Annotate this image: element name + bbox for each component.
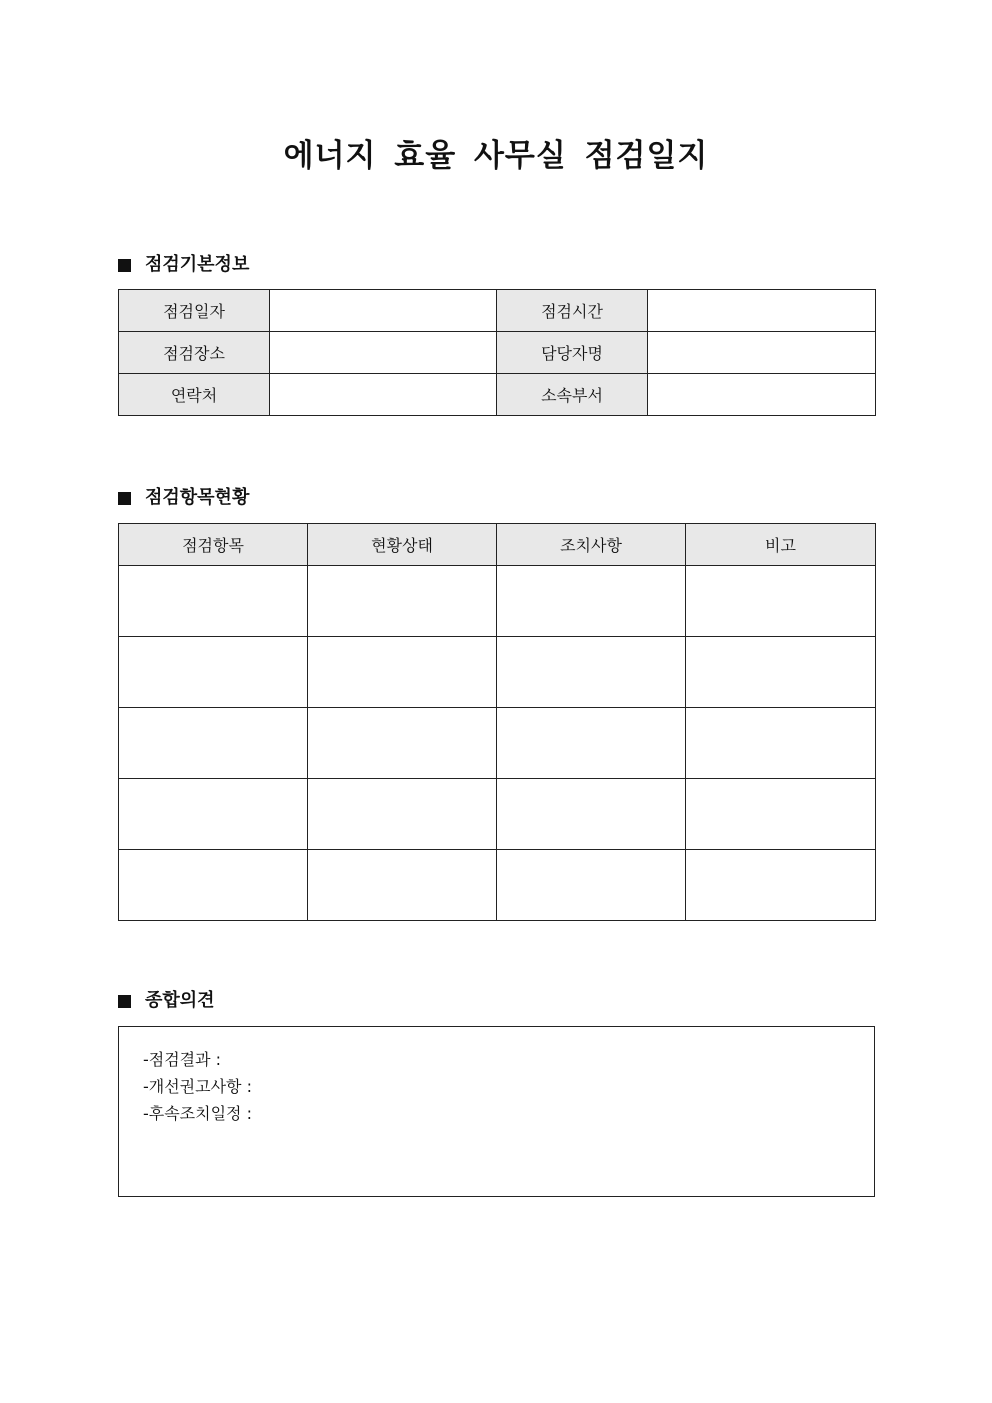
column-header-item: 점검항목 — [119, 524, 308, 566]
section-heading-label: 점검기본정보 — [145, 254, 250, 275]
item-cell[interactable] — [119, 566, 308, 637]
item-cell[interactable] — [119, 779, 308, 850]
table-row — [119, 374, 876, 416]
table-row — [119, 290, 876, 332]
inspection-result-line: -점검결과 : — [143, 1050, 222, 1069]
remarks-cell[interactable] — [686, 850, 876, 921]
manager-name-field[interactable] — [648, 332, 876, 374]
status-cell[interactable] — [308, 779, 497, 850]
item-cell[interactable] — [119, 850, 308, 921]
section-heading-label: 종합의견 — [145, 990, 215, 1011]
remarks-cell[interactable] — [686, 566, 876, 637]
follow-up-schedule-line: -후속조치일정 : — [143, 1104, 252, 1123]
section-heading-summary — [118, 989, 215, 1013]
table-header-row — [119, 524, 876, 566]
action-cell[interactable] — [497, 566, 686, 637]
contact-field[interactable] — [270, 374, 497, 416]
column-header-status: 현황상태 — [308, 524, 497, 566]
inspection-items-table — [118, 523, 876, 921]
status-cell[interactable] — [308, 637, 497, 708]
status-cell[interactable] — [308, 708, 497, 779]
column-header-remarks: 비고 — [686, 524, 876, 566]
contact-label: 연락처 — [119, 374, 270, 416]
remarks-cell[interactable] — [686, 708, 876, 779]
inspection-date-field[interactable] — [270, 290, 497, 332]
inspection-time-label: 점검시간 — [497, 290, 648, 332]
page-title: 에너지 효율 사무실 점검일지 — [283, 138, 709, 174]
item-cell[interactable] — [119, 637, 308, 708]
square-bullet-icon — [118, 259, 131, 272]
department-field[interactable] — [648, 374, 876, 416]
action-cell[interactable] — [497, 779, 686, 850]
table-row — [119, 779, 876, 850]
inspection-place-field[interactable] — [270, 332, 497, 374]
square-bullet-icon — [118, 995, 131, 1008]
department-label: 소속부서 — [497, 374, 648, 416]
section-heading-inspection-items — [118, 486, 249, 510]
square-bullet-icon — [118, 492, 131, 505]
table-row — [119, 708, 876, 779]
manager-name-label: 담당자명 — [497, 332, 648, 374]
section-heading-label: 점검항목현황 — [145, 487, 250, 508]
action-cell[interactable] — [497, 708, 686, 779]
column-header-action: 조치사항 — [497, 524, 686, 566]
summary-lines — [143, 1046, 252, 1127]
action-cell[interactable] — [497, 850, 686, 921]
item-cell[interactable] — [119, 708, 308, 779]
action-cell[interactable] — [497, 637, 686, 708]
improvement-recommendation-line: -개선권고사항 : — [143, 1077, 252, 1096]
table-row — [119, 637, 876, 708]
table-row — [119, 332, 876, 374]
inspection-date-label: 점검일자 — [119, 290, 270, 332]
remarks-cell[interactable] — [686, 779, 876, 850]
table-row — [119, 566, 876, 637]
section-heading-basic-info — [118, 253, 249, 277]
inspection-time-field[interactable] — [648, 290, 876, 332]
inspection-place-label: 점검장소 — [119, 332, 270, 374]
table-row — [119, 850, 876, 921]
status-cell[interactable] — [308, 850, 497, 921]
status-cell[interactable] — [308, 566, 497, 637]
summary-box[interactable] — [118, 1026, 875, 1197]
remarks-cell[interactable] — [686, 637, 876, 708]
basic-info-table — [118, 289, 876, 416]
